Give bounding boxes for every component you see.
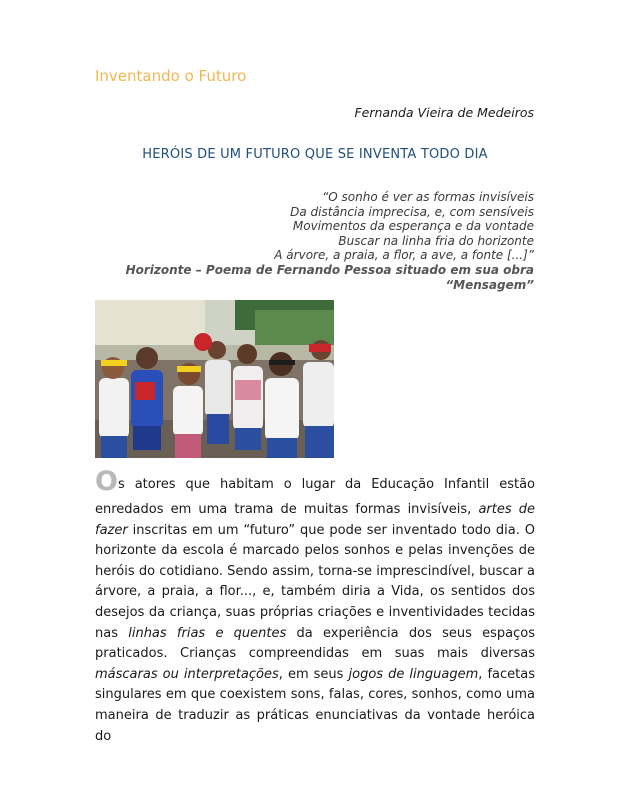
epigraph [94,190,534,292]
text-line: desejos da criança, suas próprias criações e inventividades tecidas [95,604,535,620]
author-name: Fernanda Vieira de Medeiros [354,105,534,120]
text-line: horizonte da escola é marcado pelos sonhos e pelas invenções de [95,543,535,559]
paragraph-first-line [95,466,535,498]
text-line: árvore, a praia, a flor..., e, também diria a Vida, os sentidos dos [95,584,535,600]
first-line-text: s atores que habitam o lugar da Educação Infantil estão [117,477,535,492]
epigraph-line: Buscar na linha fria do horizonte [338,233,534,248]
section-title: Inventando o Futuro [95,67,247,85]
text-line: enredados em uma trama de muitas formas invisíveis, artes de [95,502,535,517]
text-line: praticados. Crianças compreendidas em suas mais diversas [95,646,535,662]
children-playing-photo [95,300,334,458]
paragraph-lines [95,500,535,747]
epigraph-line: Da distância imprecisa, e, com sensíveis [290,204,534,219]
epigraph-line: “O sonho é ver as formas invisíveis [322,190,534,204]
text-line: heróis do cotidiano. Sendo assim, torna-se imprescindível, buscar a [95,563,535,579]
text-line: fazer inscritas em um “futuro” que pode ser inventado todo dia. O [95,522,535,538]
epigraph-line: A árvore, a praia, a flor, a ave, a fonte [...]” [274,248,534,263]
body-paragraph [95,466,535,747]
text-line: maneira de traduzir as práticas enunciativas da vontade heróica do [95,707,535,744]
text-line: nas linhas frias e quentes da experiência dos seus espaços [95,625,535,641]
text-line: singulares em que coexistem sons, falas, cores, sonhos, como uma [95,687,535,703]
epigraph-source: Horizonte – Poema de Fernando Pessoa situado em sua obra [125,262,534,277]
epigraph-source-title: “Mensagem” [445,277,534,292]
article-heading: HERÓIS DE UM FUTURO QUE SE INVENTA TODO DIA [142,147,488,162]
drop-cap: O [95,466,118,497]
epigraph-line: Movimentos da esperança e da vontade [292,219,534,234]
text-line: máscaras ou interpretações, em seus jogos de linguagem, facetas [95,666,535,682]
